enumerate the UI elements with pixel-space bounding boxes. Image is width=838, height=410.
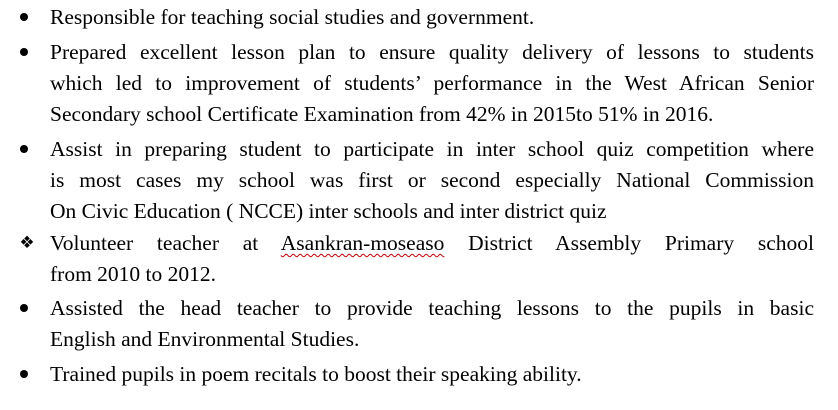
list-item-text: On Civic Education ( NCCE) inter schools and inter district quiz	[50, 199, 607, 223]
list-item-text-segment: Volunteer teacher at	[50, 231, 281, 255]
list-item-text: Prepared excellent lesson plan to ensure quality delivery of lessons to students	[50, 40, 814, 64]
list-item-text: Assisted the head teacher to provide teaching lessons to the pupils in basic	[50, 296, 814, 320]
list-item-text: Assist in preparing student to participate in inter school quiz competition where	[50, 137, 814, 161]
bullet-dot-icon	[14, 134, 34, 165]
bullet-dot-icon	[14, 359, 34, 390]
diamond-bullet-icon: ❖	[19, 233, 35, 253]
list-item-text: from 2010 to 2012.	[50, 262, 217, 286]
spellcheck-flagged-word: Asankran-moseaso	[280, 231, 445, 255]
list-item-text: Responsible for teaching social studies and government.	[50, 5, 535, 29]
bullet-dot-icon	[14, 2, 34, 33]
list-item-text	[50, 228, 814, 259]
list-item-text: Secondary school Certificate Examination from 42% in 2015to 51% in 2016.	[50, 102, 714, 126]
list-item-text-segment: District Assembly Primary school	[444, 231, 814, 255]
list-item-text: which led to improvement of students’ performance in the West African Senior	[50, 71, 814, 95]
list-item-text: Trained pupils in poem recitals to boost their speaking ability.	[50, 362, 582, 386]
list-item-text: English and Environmental Studies.	[50, 327, 360, 351]
bullet-dot-icon	[14, 37, 34, 68]
bullet-dot-icon	[14, 293, 34, 324]
list-item-text: is most cases my school was first or second especially National Commission	[50, 168, 814, 192]
